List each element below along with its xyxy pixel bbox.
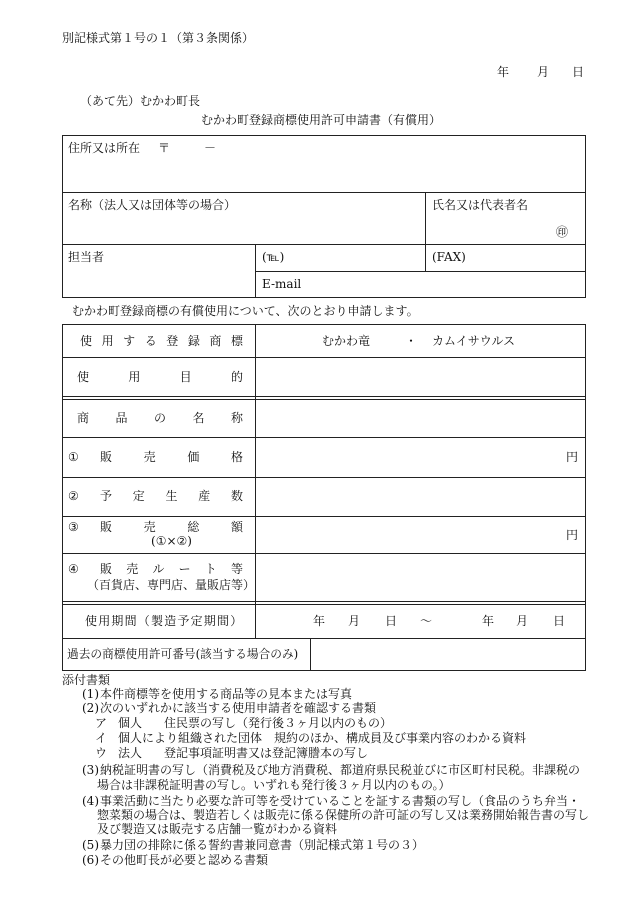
attachment-number: (1) [82,687,99,701]
price-label: 販売価格 [100,450,243,464]
attachment-text: その他町長が必要と認める書類 [100,853,269,867]
contact-person-label: 担当者 [68,250,105,264]
sub-item-type: 個人により組織された団体 [118,731,263,745]
attachments-heading: 添付書類 [62,673,111,687]
price-unit: 円 [566,450,579,464]
route-examples-note: （百貨店、専門店、量販店等） [86,578,255,592]
sub-item-letter: イ [95,731,108,745]
postal-dash: － [204,141,217,155]
applicant-table [62,135,586,298]
total-number: ③ [68,520,79,534]
purpose-label: 使用目的 [77,370,243,384]
representative-name-label: 氏名又は代表者名 [432,198,529,212]
email-label: E-mail [262,277,302,291]
applicant-table-lines [62,135,586,298]
attachment-number: (4) [82,794,99,808]
document-title: むかわ町登録商標使用許可申請書（有償用） [201,113,442,127]
trademark-name-mukawaryu: むかわ竜 [322,334,371,348]
attachment-text: 本件商標等を使用する商品等の見本または写真 [100,687,353,701]
period-from-day: 日 [385,614,398,628]
attachment-number: (6) [82,853,99,867]
sub-item-letter: ア [95,716,108,730]
sub-item-document: 規約のほか、構成員及び事業内容のわかる資料 [274,731,527,745]
attachment-text-continued: 惣菜類の場合は、製造若しくは販売に係る保健所の許可証の写し又は業務開始報告書の写し [97,808,590,822]
addressee: （あて先）むかわ町長 [80,94,201,108]
sub-item-document: 登記事項証明書又は登記簿謄本の写し [164,746,369,760]
fax-label: (FAX) [432,250,466,264]
period-to-month: 月 [516,614,529,628]
quantity-number: ② [68,489,79,503]
period-to-year: 年 [482,614,495,628]
period-label: 使用期間（製造予定期間） [85,614,244,628]
sub-item-type: 個人 [118,716,143,730]
price-number: ① [68,450,79,464]
application-statement: むかわ町登録商標の有償使用について、次のとおり申請します。 [72,304,419,318]
total-unit: 円 [566,528,579,542]
sub-item-document: 住民票の写し（発行後３ヶ月以内のもの） [164,716,393,730]
period-to-day: 日 [553,614,566,628]
route-number: ④ [68,562,79,576]
period-from-year: 年 [313,614,326,628]
route-label: 販売ルート等 [100,562,243,576]
past-permit-number-label: 過去の商標使用許可番号(該当する場合のみ) [67,647,299,661]
trademark-label: 使用する登録商標 [80,334,243,348]
attachment-text: 暴力団の排除に係る誓約書兼同意書（別記様式第１号の３） [100,838,425,852]
sub-item-type: 法人 [118,746,143,760]
date-year-label: 年 [497,65,510,79]
attachment-text-continued: 場合は非課税証明書の写し。いずれも発行後３ヶ月以内のもの。） [97,778,451,792]
trademark-separator: ・ [405,334,418,348]
sub-item-letter: ウ [95,746,108,760]
organization-name-label: 名称（法人又は団体等の場合） [68,198,237,212]
date-month-label: 月 [537,65,550,79]
attachment-number: (2) [82,701,99,715]
product-name-label: 商品の名称 [77,411,243,425]
quantity-label: 予定生産数 [100,489,243,503]
period-tilde: ～ [420,614,433,628]
seal-mark: ㊞ [556,225,569,239]
date-day-label: 日 [572,65,585,79]
attachment-text: 納税証明書の写し（消費税及び地方消費税、都道府県民税並びに市区町村民税。非課税の [100,763,581,777]
table-outer-border [63,136,586,298]
form-number: 別記様式第１号の１（第３条関係） [62,31,255,45]
attachment-text: 事業活動に当たり必要な許可等を受けていることを証する書類の写し（食品のうち弁当・ [100,794,581,808]
trademark-name-kamuysaurus: カムイサウルス [432,334,516,348]
attachment-text: 次のいずれかに該当する使用申請者を確認する書類 [100,701,377,715]
period-from-month: 月 [348,614,361,628]
tel-label: (℡) [262,250,285,264]
attachment-text-continued: 及び製造又は販売する店舗一覧がわかる資料 [97,822,338,836]
attachment-number: (5) [82,838,99,852]
postal-mark: 〒 [158,141,171,155]
attachment-number: (3) [82,763,99,777]
usage-details-table [62,324,586,671]
total-formula-note: (①×②) [151,534,192,548]
address-label: 住所又は所在 [68,141,141,155]
attachments-section [62,672,597,868]
total-label: 販売総額 [100,520,243,534]
